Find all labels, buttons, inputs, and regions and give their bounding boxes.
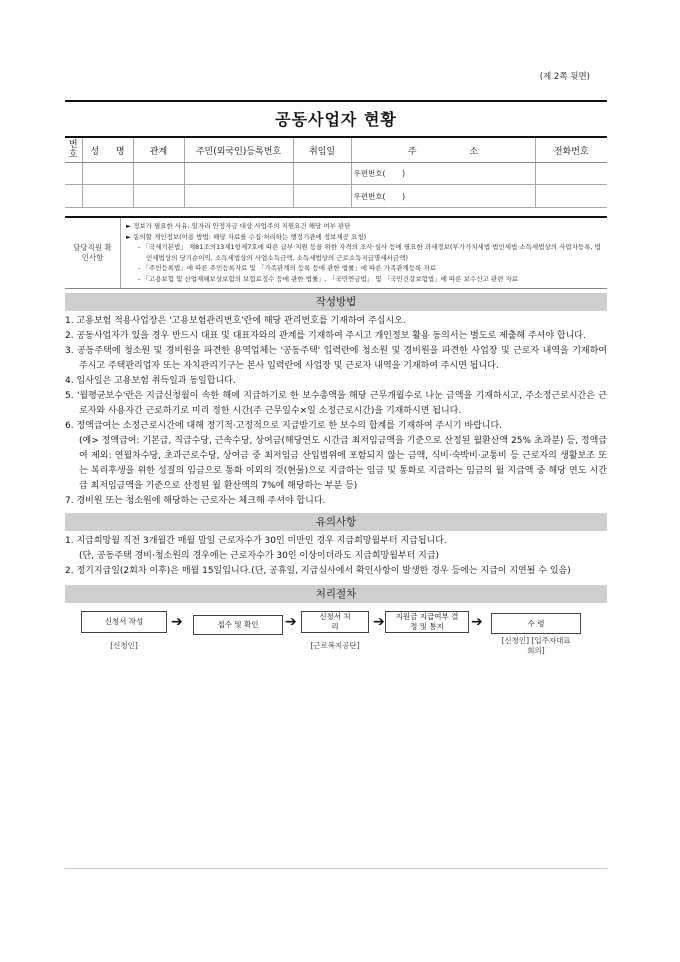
confirm-box xyxy=(65,218,607,289)
process-step-apply: 신청서 작성 xyxy=(81,611,167,633)
cell-phone[interactable] xyxy=(535,163,607,185)
cell-relation[interactable] xyxy=(133,163,184,185)
col-join-date: 취임일 xyxy=(293,137,351,163)
list-item: 2. 정기지급일(2회차 이후)은 매월 15일입니다.(단, 공휴일, 지급심사에서 확인사항이 발생한 경우 등에는 지급이 지연될 수 있음) xyxy=(65,566,571,576)
list-item-example: (예> 정액급여: 기본급, 직급수당, 근속수당, 상여금(해당연도 시간급 최저임금액을 기준으로 산정된 월환산액 25% 초과분) 등, 정액급여 제외: 연월차수당, 초과근로수당, 상여금 중 최저임금 산입범위에 포함되지 않는 금액, 식비·숙박비·교통비 등 근로자의 생활보조 또는 복리후생을 위한 성질의 임금으로 통화 이외의 것(현물)으로 지급하는 임금 및 통화로 지급하는 임금의 월 지급액 중 해당 연도 시간급 최저임금액을 기준으로 산정된 월 환산액의 7%에 해당하는 부분 등) xyxy=(79,436,607,491)
writing-heading: 작성방법 xyxy=(65,293,607,311)
col-id-number: 주민(외국인)등록번호 xyxy=(184,137,293,163)
zip-label: 우편번호( ) xyxy=(353,169,406,178)
page-note: (제 2쪽 뒷면) xyxy=(539,72,590,82)
process-step-decide: 지원금 지급여부 결정 및 통지 xyxy=(385,611,469,633)
actor-agency: [근로복지공단] xyxy=(310,641,360,650)
page-title: 공동사업자 현황 xyxy=(275,110,397,129)
col-address: 주 소 xyxy=(351,137,535,163)
confirm-label: 담당직원 확인사항 xyxy=(65,218,121,288)
notes-heading: 유의사항 xyxy=(65,513,607,531)
arrow-icon: ➔ xyxy=(171,614,183,630)
list-item: 3. 공동주택에 청소원 및 경비원을 파견한 용역업체는 '공동주택' 입력란에 청소원 및 경비원을 파견한 사업장 및 근로자 내역을 기재하여 주시고 주택관리업자 또는 자치관리기구는 본사 입력란에 사업장 및 근로자 내역을 기재하여 주시면 됩니다. xyxy=(65,346,607,371)
col-relation: 관계 xyxy=(133,137,184,163)
cell-join-date[interactable] xyxy=(293,185,351,208)
process-heading: 처리절차 xyxy=(65,585,607,603)
form-page xyxy=(65,100,607,673)
process-step-receipt: 수 령 xyxy=(491,613,581,634)
confirm-detail: - 「국세기본법」 제81조의13제1항제7호에 따른 급부·지원 등을 위한 자격의 조사·심사 등에 필요한 과세정보(부가가치세법·법인세법·소득세법상의 사업자등록, 법인세법상의 당기순이익, 소득세법상의 사업소득금액, 소득세법상의 근로소득지급명세서금액) xyxy=(138,243,601,262)
cell-id-number[interactable] xyxy=(184,163,293,185)
bottom-rule xyxy=(65,868,607,869)
arrow-icon: ➔ xyxy=(285,614,297,630)
cell-no[interactable] xyxy=(65,185,82,208)
cell-id-number[interactable] xyxy=(184,185,293,208)
cell-address[interactable] xyxy=(351,163,535,185)
list-item: 7. 경비원 또는 청소원에 해당하는 근로자는 체크해 주셔야 합니다. xyxy=(65,496,326,506)
partners-table xyxy=(65,136,607,208)
confirm-detail: - 「주민등록법」에 따른 주민등록자료 및 「가족관계의 등록 등에 관한 법률」에 따른 가족관계등록 자료 xyxy=(138,264,437,272)
table-header-row xyxy=(65,137,607,163)
cell-name[interactable] xyxy=(82,163,133,185)
cell-no[interactable] xyxy=(65,163,82,185)
confirm-consent: ► 동의할 개인정보(이용 방법: 해당 자료를 수집·처리하는 행정기관에 정보제공 요청) xyxy=(126,232,367,241)
confirm-detail: - 「고용보험 및 산업재해보상보험의 보험료징수 등에 관한 법률」, 「국민연금법」 및 「국민건강보험법」에 따른 보수신고 관련 자료 xyxy=(138,274,519,283)
arrow-icon: ➔ xyxy=(471,614,483,630)
list-item-sub: (단, 공동주택 경비·청소원의 경우에는 근로자수가 30인 이상이더라도 지급희망월부터 지급) xyxy=(79,551,440,561)
arrow-icon: ➔ xyxy=(373,614,385,630)
cell-address[interactable] xyxy=(351,185,535,208)
col-phone: 전화번호 xyxy=(535,137,607,163)
col-no: 번호 xyxy=(65,137,82,163)
col-name: 성 명 xyxy=(82,137,133,163)
cell-join-date[interactable] xyxy=(293,163,351,185)
writing-list xyxy=(65,311,607,513)
cell-phone[interactable] xyxy=(535,185,607,208)
zip-label: 우편번호( ) xyxy=(353,191,406,201)
list-item: 1. 고용보험 적용사업장은 '고용보험관리번호'란에 해당 관리번호를 기재하여 주십시오. xyxy=(65,316,406,326)
list-item: 1. 지급희망월 직전 3개월간 매월 말일 근로자수가 30인 미만인 경우 지급희망월부터 지급됩니다. xyxy=(65,536,447,546)
process-step-process: 신청서 처리 xyxy=(301,611,369,633)
separator xyxy=(65,208,607,218)
list-item: 6. 정액급여는 소정근로시간에 대해 정기적·고정적으로 지급받기로 한 보수의 합계를 기재하여 주시기 바랍니다. xyxy=(65,421,503,431)
confirm-content xyxy=(121,218,607,288)
table-row xyxy=(65,163,607,185)
notes-list xyxy=(65,531,607,583)
cell-relation[interactable] xyxy=(133,185,184,208)
confirm-purpose: ► 정보가 필요한 사유: 일자리 안정자금 대상 사업주의 지원요건 해당 여부 판단 xyxy=(126,222,351,230)
actor-applicant: [신청인] xyxy=(110,641,138,650)
list-item: 5. '월평균보수'란은 지급신청월이 속한 해에 지급하기로 한 보수총액을 해당 근무개월수로 나눈 금액을 기재하시고, 주소정근로시간은 근로자와 사용자간 근로하기로 미리 정한 시간(주 근무일수×일 소정근로시간)을 기재하시면 됩니다. xyxy=(65,391,607,416)
table-row xyxy=(65,185,607,208)
list-item: 4. 입사일은 고용보험 취득일과 동일합니다. xyxy=(65,376,236,386)
process-step-receive: 접수 및 확인 xyxy=(193,615,283,635)
actor-receiver: [신청인] [입주자대표회의] xyxy=(501,636,571,655)
cell-name[interactable] xyxy=(82,185,133,208)
process-flow xyxy=(65,603,607,673)
list-item: 2. 공동사업자가 있을 경우 반드시 대표 및 대표자와의 관계를 기재하여 주시고 개인정보 활용 동의서는 별도로 제출해 주셔야 합니다. xyxy=(65,331,586,341)
